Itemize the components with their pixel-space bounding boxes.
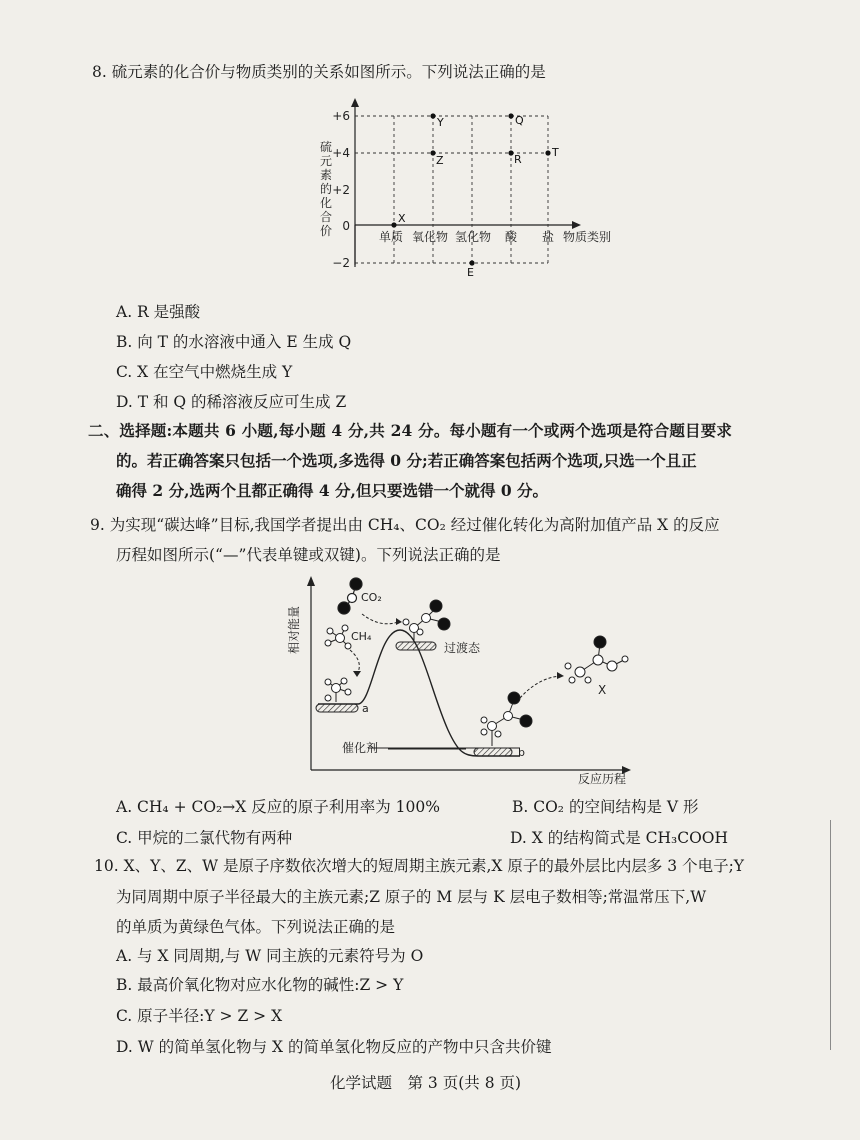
- q8-point-r: [508, 150, 513, 155]
- q8-ytick: −2: [332, 256, 350, 270]
- q8-label-z: Z: [436, 154, 444, 167]
- q9-label-b: b: [518, 746, 525, 759]
- q9-adsorbed-molecule-a: [325, 678, 351, 702]
- q9-arrow-co2-head: [396, 618, 402, 625]
- q8-ytick: +2: [332, 183, 350, 197]
- q8-x-axis-label: 物质类别: [563, 230, 612, 244]
- page-footer: 化学试题 第 3 页(共 8 页): [330, 1074, 522, 1092]
- q9-option-a: A. CH₄ + CO₂→X 反应的原子利用率为 100%: [116, 798, 440, 816]
- section2-line3: 确得 2 分,选两个且都正确得 4 分,但只要选错一个就得 0 分。: [116, 481, 549, 500]
- q9-line1: 9. 为实现“碳达峰”目标,我国学者提出由 CH₄、CO₂ 经过催化转化为高附加值产品 X 的反应: [90, 516, 720, 534]
- q9-y-arrow: [307, 576, 315, 586]
- q9-arrow-x: [520, 676, 560, 698]
- q8-xtick: 酸: [504, 230, 518, 244]
- q8-ytick: +4: [332, 146, 350, 160]
- page-edge-shadow: [830, 820, 831, 1050]
- q9-co2-molecule: [338, 578, 362, 614]
- q9-arrow-ch4: [350, 650, 359, 674]
- q9-catalyst-a: [316, 704, 358, 712]
- q10-option-b: B. 最高价氧化物对应水化物的碱性:Z > Y: [116, 976, 404, 994]
- q8-label-e: E: [467, 266, 474, 279]
- q8-point-e: [469, 260, 474, 265]
- svg-text:的: 的: [320, 182, 333, 196]
- q8-y-axis-label: [320, 139, 332, 238]
- q9-ch4-molecule: [325, 625, 351, 649]
- q9-option-c: C. 甲烷的二氯代物有两种: [116, 829, 293, 847]
- q9-catalyst-b: [474, 748, 512, 756]
- q8-xtick: 盐: [541, 230, 555, 244]
- q9-product-x-molecule: [565, 636, 628, 683]
- q8-xtick: 氢化物: [454, 230, 492, 244]
- q8-label-y: Y: [437, 116, 444, 129]
- svg-text:素: 素: [320, 168, 333, 182]
- q9-option-d: D. X 的结构简式是 CH₃COOH: [510, 829, 728, 847]
- svg-text:价: 价: [320, 224, 333, 238]
- q8-xtick: 单质: [378, 230, 404, 244]
- q9-y-axis-label: [286, 606, 301, 654]
- q9-option-b: B. CO₂ 的空间结构是 V 形: [512, 798, 699, 816]
- svg-text:合: 合: [320, 210, 333, 224]
- svg-text:化: 化: [320, 196, 333, 210]
- q10-line2: 为同周期中原子半径最大的主族元素;Z 原子的 M 层与 K 层电子数相等;常温常压下,W: [116, 888, 707, 906]
- q9-catalyst-ts: [396, 642, 436, 650]
- q8-option-c: C. X 在空气中燃烧生成 Y: [116, 363, 293, 381]
- q8-point-t: [545, 150, 550, 155]
- q8-label-t: T: [552, 146, 559, 159]
- q8-label-q: Q: [515, 114, 524, 127]
- q8-point-y: [430, 113, 435, 118]
- q8-x-arrow: [572, 221, 581, 229]
- svg-text:相对能量: 相对能量: [287, 605, 301, 655]
- q10-line3: 的单质为黄绿色气体。下列说法正确的是: [116, 918, 396, 936]
- q8-option-d: D. T 和 Q 的稀溶液反应可生成 Z: [116, 393, 347, 411]
- q9-x-axis-label: 反应历程: [578, 772, 627, 786]
- q9-co2-label: CO₂: [361, 591, 382, 604]
- q9-line2: 历程如图所示(“—”代表单键或双键)。下列说法正确的是: [116, 546, 501, 564]
- q9-arrow-co2: [362, 614, 398, 624]
- q9-arrow-x-head: [557, 672, 564, 679]
- q8-option-a: A. R 是强酸: [116, 303, 201, 321]
- q8-point-q: [508, 113, 513, 118]
- q9-ch4-label: CH₄: [351, 630, 372, 643]
- q8-label-x: X: [398, 212, 406, 225]
- q9-transition-molecule: [403, 600, 450, 640]
- section2-line2: 的。若正确答案只包括一个选项,多选得 0 分;若正确答案包括两个选项,只选一个且正: [116, 451, 697, 470]
- q9-label-a: a: [362, 702, 369, 715]
- svg-text:元: 元: [320, 154, 333, 168]
- q8-xtick: 氧化物: [411, 230, 449, 244]
- q10-option-a: A. 与 X 同周期,与 W 同主族的元素符号为 O: [116, 947, 424, 965]
- q8-point-z: [430, 150, 435, 155]
- q9-arrow-ch4-head: [353, 671, 361, 677]
- q9-transition-label: 过渡态: [444, 641, 481, 655]
- q8-y-arrow: [351, 98, 359, 107]
- q10-line1: 10. X、Y、Z、W 是原子序数依次增大的短周期主族元素,X 原子的最外层比内层多 3 个电子;Y: [94, 857, 745, 875]
- q9-reaction-diagram: [0, 570, 860, 790]
- q10-option-c: C. 原子半径:Y > Z > X: [116, 1007, 283, 1025]
- q10-option-d: D. W 的简单氢化物与 X 的简单氢化物反应的产物中只含共价键: [116, 1038, 552, 1056]
- q8-option-b: B. 向 T 的水溶液中通入 E 生成 Q: [116, 333, 352, 351]
- q8-label-r: R: [514, 153, 522, 166]
- section2-line1: 二、选择题:本题共 6 小题,每小题 4 分,共 24 分。每小题有一个或两个选项是符合题目要求: [88, 421, 733, 440]
- q8-ytick: 0: [342, 219, 350, 233]
- q9-adsorbed-molecule-b: [481, 692, 532, 746]
- svg-text:硫: 硫: [320, 140, 333, 154]
- q8-ytick: +6: [332, 109, 350, 123]
- q8-point-x: [391, 222, 396, 227]
- q9-catalyst-label: 催化剂: [342, 741, 379, 755]
- q8-stem: 8. 硫元素的化合价与物质类别的关系如图所示。下列说法正确的是: [92, 63, 546, 81]
- q9-product-x-label: X: [598, 683, 607, 697]
